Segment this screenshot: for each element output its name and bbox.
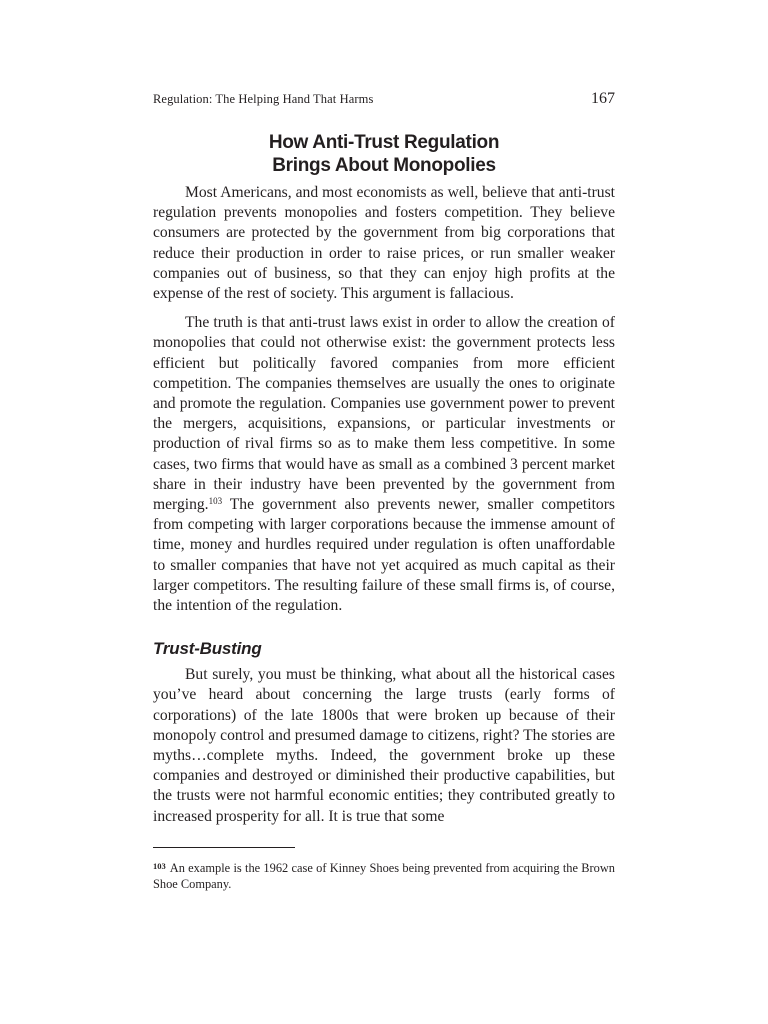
body-paragraph-1: Most Americans, and most economists as well, believe that anti-trust regulation prevents monopolies and fosters competition. They believe consumers are protected by the government from big corporations that reduce their production in order to raise prices, or run smaller weaker companies out of business, so that they can enjoy high profits at the expense of the rest of society. This argument is fallacious. [153, 184, 615, 303]
section-heading-line-2: Brings About Monopolies [272, 155, 496, 176]
section-heading-line-1: How Anti-Trust Regulation [268, 132, 500, 153]
page-number: 167 [591, 90, 615, 107]
footnote-divider [153, 847, 295, 848]
body-paragraph-2-part-1: The truth is that anti-trust laws exist in order to allow the creation of monopolies that could not otherwise exist: the government protects less efficient but politically favored companies from more efficient competition. The companies themselves are usually the ones to originate and promote the regulation. Companies use government power to prevent the mergers, acquisitions, expansions, or particular investments or production of rival firms so as to make them less competitive. In some cases, two firms that would have as small as a combined 3 percent market share in their industry have been prevented by the government from merging. [153, 314, 615, 514]
running-title: Regulation: The Helping Hand That Harms [153, 92, 374, 106]
body-paragraph-2 [153, 313, 615, 616]
footnote-text: An example is the 1962 case of Kinney Shoes being prevented from acquiring the Brown Shoe Company. [153, 860, 615, 891]
section-heading [153, 131, 615, 177]
body-paragraph-3: But surely, you must be thinking, what about all the historical cases you’ve heard about concerning the large trusts (early forms of corporations) of the late 1800s that were broken up because of their monopoly control and presumed damage to citizens, right? The stories are myths…complete myths. Indeed, the government broke up these companies and destroyed or diminished their productive capabilities, but the trusts were not harmful economic entities; they contributed greatly to increased prosperity for all. It is true that some [153, 666, 615, 825]
book-page [153, 90, 615, 892]
running-header [153, 90, 615, 114]
subsection-heading: Trust-Busting [153, 639, 262, 659]
footnote-reference[interactable]: 103 [208, 496, 223, 507]
footnote [153, 858, 615, 892]
body-paragraph-2-part-2: The government also prevents newer, smaller competitors from competing with larger corporations because the immense amount of time, money and hurdles required under regulation is often unaffordable to smaller companies that have not yet acquired as much capital as their larger competitors. The resulting failure of these small firms is, of course, the intention of the regulation. [153, 496, 615, 615]
footnote-marker: 103 [153, 860, 166, 871]
